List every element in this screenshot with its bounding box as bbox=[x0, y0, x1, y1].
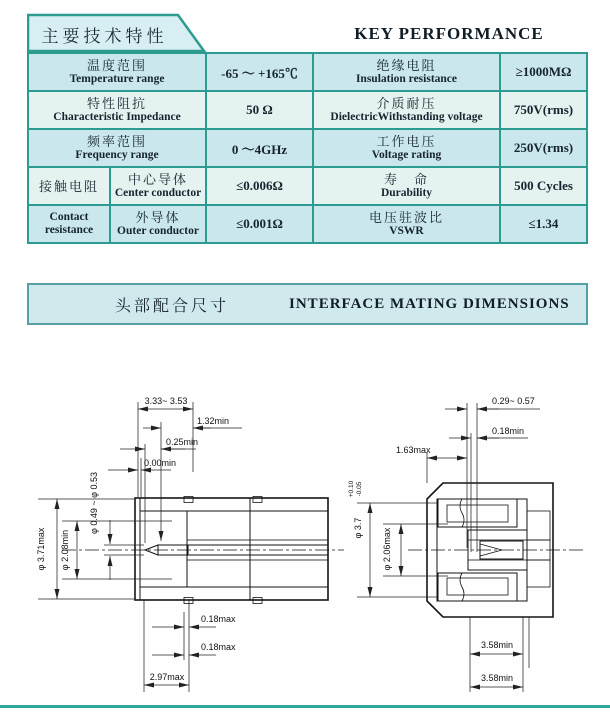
value-cell: ≥1000MΩ bbox=[499, 54, 586, 90]
param-cell bbox=[312, 92, 499, 128]
jack-dia-bore-label: φ 3.7 bbox=[353, 517, 363, 539]
plug-dia-insulator-label: φ 2.08min bbox=[60, 529, 70, 571]
table-row bbox=[29, 204, 586, 242]
table-row bbox=[29, 90, 586, 128]
param-cn: 频率范围 bbox=[86, 134, 147, 149]
plug-dim-132-label: 1.32min bbox=[197, 416, 230, 426]
page-bottom-rule bbox=[0, 705, 610, 708]
plug-dia-outer-label: φ 3.71max bbox=[36, 527, 46, 571]
param-cell bbox=[312, 168, 499, 204]
param-en: Insulation resistance bbox=[355, 73, 458, 85]
group-en: Contact bbox=[49, 211, 89, 223]
key-performance-title: KEY PERFORMANCE bbox=[354, 24, 544, 43]
param-cn: 工作电压 bbox=[376, 134, 437, 149]
value-cell: ≤0.006Ω bbox=[205, 168, 312, 204]
param-en: Durability bbox=[380, 187, 433, 199]
param-cell bbox=[109, 168, 205, 204]
jack-dim-slot-label: 0.29~ 0.57 bbox=[492, 396, 535, 406]
plug-dim-025-label: 0.25min bbox=[166, 437, 199, 447]
jack-dim-163-label: 1.63max bbox=[396, 445, 431, 455]
jack-dia-bore-tol-plus: +0.10 bbox=[348, 480, 355, 498]
param-en: VSWR bbox=[389, 225, 424, 237]
jack-dim-018-label: 0.18min bbox=[492, 426, 525, 436]
param-cell bbox=[312, 54, 499, 90]
param-en: Frequency range bbox=[75, 149, 159, 161]
param-cn: 绝缘电阻 bbox=[376, 58, 437, 73]
jack-dim-358a-label: 3.58min bbox=[480, 640, 514, 650]
spec-table bbox=[27, 52, 588, 244]
interface-dimensions-banner bbox=[27, 283, 588, 325]
value-cell: 500 Cycles bbox=[499, 168, 586, 204]
param-cn: 电压驻波比 bbox=[368, 210, 444, 225]
param-cell bbox=[29, 130, 205, 166]
param-cell bbox=[312, 206, 499, 242]
plug-dia-pin-label: φ 0.49 ~ φ 0.53 bbox=[89, 472, 99, 534]
param-cn: 温度范围 bbox=[86, 58, 147, 73]
plug-dim-000-label: 0.00min bbox=[144, 458, 177, 468]
value-cell: -65 ～ +165℃ bbox=[205, 54, 312, 90]
value-cell: 50 Ω bbox=[205, 92, 312, 128]
jack-dia-socket-label: φ 2.06max bbox=[382, 527, 392, 571]
group-en: resistance bbox=[44, 224, 94, 236]
param-cn: 寿 命 bbox=[383, 172, 429, 187]
table-row bbox=[29, 128, 586, 166]
param-cn: 介质耐压 bbox=[376, 96, 437, 111]
value-cell: 750V(rms) bbox=[499, 92, 586, 128]
param-cell bbox=[29, 54, 205, 90]
param-en: Temperature range bbox=[69, 73, 165, 85]
param-en: Characteristic Impedance bbox=[53, 111, 181, 123]
group-cn: 接触电阻 bbox=[38, 178, 99, 194]
value-cell: 0 ～4GHz bbox=[205, 130, 312, 166]
jack-dim-358b-label: 3.58min bbox=[480, 673, 514, 683]
plug-dim-018b-label: 0.18max bbox=[201, 642, 236, 652]
table-row bbox=[29, 166, 586, 204]
value-cell: ≤1.34 bbox=[499, 206, 586, 242]
banner-title-en: INTERFACE MATING DIMENSIONS bbox=[289, 295, 570, 312]
group-cell bbox=[29, 168, 109, 204]
value-cell: 250V(rms) bbox=[499, 130, 586, 166]
interface-mating-drawings bbox=[0, 360, 610, 710]
plug-dim-length-label: 3.33~ 3.53 bbox=[144, 396, 188, 406]
param-cell bbox=[312, 130, 499, 166]
table-row bbox=[29, 54, 586, 90]
jack-dimensions bbox=[348, 396, 540, 692]
param-en: Center conductor bbox=[114, 187, 202, 199]
param-en: Outer conductor bbox=[117, 225, 199, 237]
param-cell bbox=[109, 206, 205, 242]
tab-title: 主要技术特性 bbox=[41, 27, 168, 46]
left-drawing-plug bbox=[36, 396, 344, 692]
value-cell: ≤0.001Ω bbox=[205, 206, 312, 242]
banner-title-cn: 头部配合尺寸 bbox=[115, 297, 230, 315]
param-cell bbox=[29, 92, 205, 128]
main-spec-tab bbox=[27, 13, 207, 53]
param-cn: 外导体 bbox=[135, 210, 181, 225]
plug-dimensions bbox=[36, 396, 242, 692]
group-cell bbox=[29, 206, 109, 242]
plug-dim-297-label: 2.97max bbox=[149, 672, 185, 682]
right-drawing-jack bbox=[348, 396, 586, 692]
param-en: Voltage rating bbox=[371, 149, 442, 161]
param-cn: 中心导体 bbox=[127, 172, 188, 187]
param-cn: 特性阻抗 bbox=[86, 96, 147, 111]
jack-dia-bore-tol-minus: -0.05 bbox=[356, 481, 363, 497]
param-en: DielectricWithstanding voltage bbox=[330, 111, 483, 123]
plug-dim-018a-label: 0.18max bbox=[201, 614, 236, 624]
